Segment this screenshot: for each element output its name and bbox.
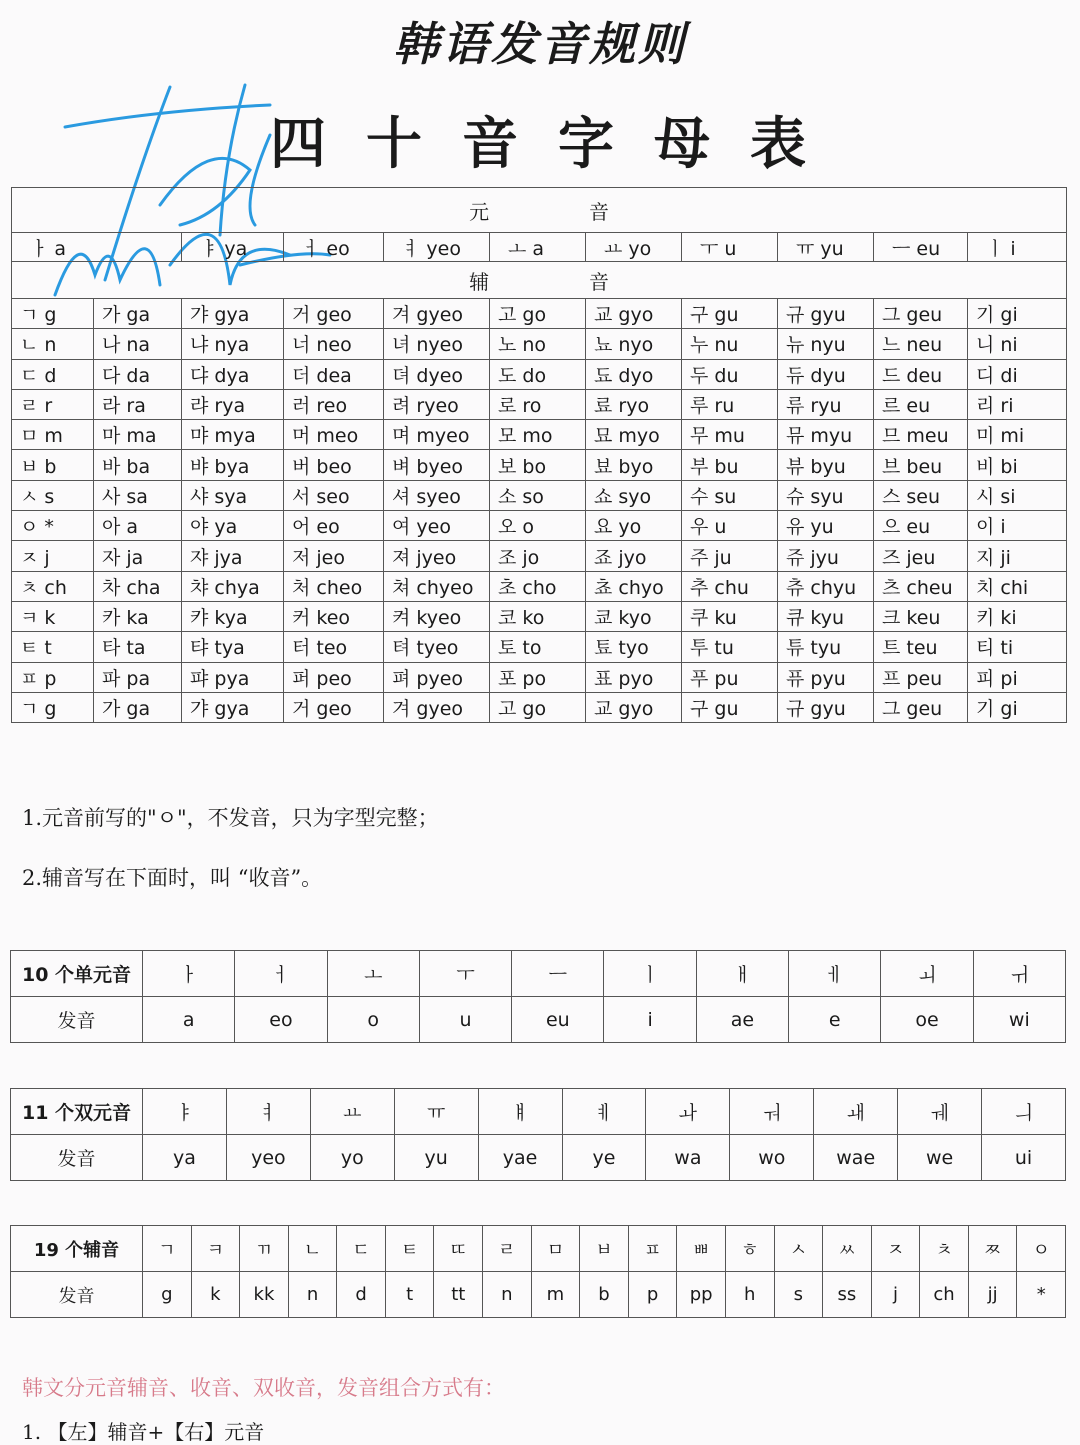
letter-cell: ㅋ [191,1226,240,1272]
consonant-header-row [12,262,1067,299]
syllable-cell: 티 ti [968,632,1067,662]
syllable-cell: 푸 pu [682,662,778,692]
syllable-cell: 죠 jyo [586,541,682,571]
sound-cell: wi [973,997,1065,1043]
consonant-cell: ㄷ d [12,359,94,389]
consonant-cell: ㅇ * [12,511,94,541]
syllable-cell: 텨 tyeo [384,632,490,662]
vowel-cell: ㅏ a [12,233,182,262]
syllable-cell: 툐 tyo [586,632,682,662]
syllable-cell: 나 na [94,329,182,359]
syllable-cell: 드 deu [874,359,968,389]
sound-cell: b [580,1272,629,1318]
sound-cell: k [191,1272,240,1318]
syllable-cell: 먀 mya [182,420,284,450]
syllable-cell: 저 jeo [284,541,384,571]
syllable-cell: 므 meu [874,420,968,450]
sound-cell: u [419,997,511,1043]
letter-cell: ㅣ [604,951,696,997]
letters-row [11,951,1066,997]
row-label: 10 个单元音 [11,951,143,997]
syllable-cell: 피 pi [968,662,1067,692]
table-row [12,359,1067,389]
syllable-cell: 자 ja [94,541,182,571]
syllable-cell: 료 ryo [586,389,682,419]
pronunciation-label: 发音 [11,1272,143,1318]
syllable-cell: 퍄 pya [182,662,284,692]
sound-cell: d [337,1272,386,1318]
syllable-cell: 큐 kyu [778,601,874,631]
letter-cell: ㅟ [973,951,1065,997]
sound-cell: i [604,997,696,1043]
single-vowels-table [10,950,1066,1043]
letter-cell: ㅙ [814,1089,898,1135]
syllable-cell: 구 gu [682,299,778,329]
note-1: 1.元音前写的"ㅇ"，不发音，只为字型完整； [22,806,439,830]
table-row [12,541,1067,571]
syllable-cell: 퓨 pyu [778,662,874,692]
syllable-cell: 고 go [490,299,586,329]
letter-cell: ㅁ [531,1226,580,1272]
vowel-cell: ㅛ yo [586,233,682,262]
sound-cell: kk [240,1272,289,1318]
vowel-cell: ㅜ u [682,233,778,262]
letter-cell: ㅅ [774,1226,823,1272]
letter-cell: ㅂ [580,1226,629,1272]
syllable-cell: 쥬 jyu [778,541,874,571]
syllable-cell: 시 si [968,480,1067,510]
consonant-cell: ㅌ t [12,632,94,662]
vowel-header: 元 音 [12,188,1067,233]
syllable-cell: 요 yo [586,511,682,541]
sound-cell: yeo [226,1135,310,1181]
syllable-cell: 노 no [490,329,586,359]
letter-cell: ㅈ [871,1226,920,1272]
syllable-cell: 미 mi [968,420,1067,450]
sound-cell: ch [920,1272,969,1318]
vowel-cell: ㅗ a [490,233,586,262]
letter-cell: ㅆ [823,1226,872,1272]
syllable-cell: 즈 jeu [874,541,968,571]
table-row [12,389,1067,419]
syllable-cell: 코 ko [490,601,586,631]
table-row [12,480,1067,510]
syllable-cell: 랴 rya [182,389,284,419]
syllable-cell: 뮤 myu [778,420,874,450]
sound-cell: ss [823,1272,872,1318]
syllable-cell: 냐 nya [182,329,284,359]
consonant-cell: ㅂ b [12,450,94,480]
syllable-cell: 비 bi [968,450,1067,480]
syllable-cell: 슈 syu [778,480,874,510]
table-title: 四十音字母表 [270,112,846,177]
sound-cell: a [143,997,235,1043]
syllable-cell: 쿄 kyo [586,601,682,631]
consonant-cell: ㅁ m [12,420,94,450]
syllable-cell: 캬 kya [182,601,284,631]
syllable-cell: 리 ri [968,389,1067,419]
syllable-cell: 쵸 chyo [586,571,682,601]
syllable-cell: 보 bo [490,450,586,480]
sound-cell: e [789,997,881,1043]
syllable-cell: 뎌 dyeo [384,359,490,389]
syllable-cell: 이 i [968,511,1067,541]
syllable-cell: 뷰 byu [778,450,874,480]
vowel-cell: ㅕ yeo [384,233,490,262]
letter-cell: ㅗ [327,951,419,997]
pronunciation-row [11,997,1066,1043]
syllable-cell: 교 gyo [586,299,682,329]
sound-cell: wa [646,1135,730,1181]
syllable-cell: 려 ryeo [384,389,490,419]
sound-cell: yu [394,1135,478,1181]
sound-cell: s [774,1272,823,1318]
syllable-cell: 녀 nyeo [384,329,490,359]
letter-cell: ㅎ [725,1226,774,1272]
syllable-cell: 뵤 byo [586,450,682,480]
letter-cell: ㅍ [628,1226,677,1272]
table-row [12,571,1067,601]
syllable-cell: 겨 gyeo [384,692,490,722]
pronunciation-row [11,1135,1066,1181]
consonant-cell: ㄱ g [12,692,94,722]
table-row [12,692,1067,722]
sound-cell: ae [696,997,788,1043]
letter-cell: ㅐ [696,951,788,997]
syllable-cell: 머 meo [284,420,384,450]
syllable-cell: 주 ju [682,541,778,571]
letter-cell: ㄲ [240,1226,289,1272]
table-row [12,299,1067,329]
sound-cell: ya [143,1135,227,1181]
table-row [12,632,1067,662]
letter-cell: ㅌ [385,1226,434,1272]
letter-cell: ㅡ [512,951,604,997]
syllable-cell: 고 go [490,692,586,722]
letter-cell: ㅊ [920,1226,969,1272]
letter-cell: ㅜ [419,951,511,997]
syllable-cell: 뱌 bya [182,450,284,480]
letter-cell: ㅕ [226,1089,310,1135]
syllable-cell: 갸 gya [182,299,284,329]
syllable-cell: 뉴 nyu [778,329,874,359]
syllable-cell: 너 neo [284,329,384,359]
syllable-cell: 토 to [490,632,586,662]
syllable-cell: 거 geo [284,692,384,722]
sound-cell: yo [310,1135,394,1181]
syllable-cell: 표 pyo [586,662,682,692]
table-row [12,662,1067,692]
combination-rule-1: 1. 【左】辅音+【右】元音 [22,1420,265,1444]
sound-cell: g [143,1272,192,1318]
letter-cell: ㅏ [143,951,235,997]
syllable-cell: 스 seu [874,480,968,510]
syllable-cell: 겨 gyeo [384,299,490,329]
syllable-cell: 사 sa [94,480,182,510]
syllable-cell: 카 ka [94,601,182,631]
consonant-cell: ㄱ g [12,299,94,329]
letter-cell: ㅞ [898,1089,982,1135]
letter-cell: ㅃ [677,1226,726,1272]
syllable-cell: 여 yeo [384,511,490,541]
syllable-cell: 르 eu [874,389,968,419]
syllable-cell: 브 beu [874,450,968,480]
letter-cell: ㅘ [646,1089,730,1135]
consonant-cell: ㅋ k [12,601,94,631]
syllable-cell: 기 gi [968,692,1067,722]
syllable-cell: 투 tu [682,632,778,662]
letter-cell: ㅠ [394,1089,478,1135]
consonant-cell: ㅅ s [12,480,94,510]
syllable-cell: 러 reo [284,389,384,419]
sound-cell: n [483,1272,532,1318]
syllable-cell: 초 cho [490,571,586,601]
syllable-cell: 파 pa [94,662,182,692]
pronunciation-row [11,1272,1066,1318]
syllable-cell: 우 u [682,511,778,541]
sound-cell: we [898,1135,982,1181]
table-row [12,329,1067,359]
syllable-cell: 더 dea [284,359,384,389]
syllable-cell: 치 chi [968,571,1067,601]
double-vowels-table [10,1088,1066,1181]
syllable-cell: 유 yu [778,511,874,541]
consonant-cell: ㄹ r [12,389,94,419]
note-2: 2.辅音写在下面时，叫 “收音”。 [22,866,323,890]
consonant-cell: ㄴ n [12,329,94,359]
syllable-cell: 챠 chya [182,571,284,601]
syllable-cell: 기 gi [968,299,1067,329]
letter-cell: ㅑ [143,1089,227,1135]
letter-cell: ㅉ [968,1226,1017,1272]
syllable-cell: 쿠 ku [682,601,778,631]
sound-cell: wo [730,1135,814,1181]
vowel-cell: ㅠ yu [778,233,874,262]
letter-cell: ㅛ [310,1089,394,1135]
syllable-cell: 조 jo [490,541,586,571]
table-row [12,420,1067,450]
syllable-cell: 커 keo [284,601,384,631]
syllable-cell: 어 eo [284,511,384,541]
row-label: 19 个辅音 [11,1226,143,1272]
syllable-cell: 듀 dyu [778,359,874,389]
syllable-cell: 쟈 jya [182,541,284,571]
syllable-cell: 야 ya [182,511,284,541]
letter-cell: ㅚ [881,951,973,997]
syllable-cell: 됴 dyo [586,359,682,389]
vowel-cell: ㅡ eu [874,233,968,262]
syllable-cell: 오 o [490,511,586,541]
letter-cell: ㅔ [789,951,881,997]
syllable-cell: 갸 gya [182,692,284,722]
sound-cell: h [725,1272,774,1318]
sound-cell: m [531,1272,580,1318]
syllable-cell: 댜 dya [182,359,284,389]
sound-cell: t [385,1272,434,1318]
syllable-cell: 모 mo [490,420,586,450]
combination-note: 韩文分元音辅音、收音、双收音，发音组合方式有： [22,1376,505,1400]
page-title: 韩语发音规则 [393,17,687,71]
sound-cell: o [327,997,419,1043]
syllable-cell: 무 mu [682,420,778,450]
syllable-cell: 교 gyo [586,692,682,722]
letter-cell: ㄱ [143,1226,192,1272]
sound-cell: jj [968,1272,1017,1318]
sound-cell: yae [478,1135,562,1181]
syllable-cell: 마 ma [94,420,182,450]
sound-cell: oe [881,997,973,1043]
sound-cell: ui [982,1135,1066,1181]
syllable-cell: 누 nu [682,329,778,359]
sound-cell: * [1017,1272,1066,1318]
alphabet-table [11,187,1067,723]
syllable-cell: 프 peu [874,662,968,692]
syllable-cell: 튜 tyu [778,632,874,662]
syllable-cell: 셔 syeo [384,480,490,510]
syllable-cell: 으 eu [874,511,968,541]
syllable-cell: 디 di [968,359,1067,389]
syllable-cell: 벼 byeo [384,450,490,480]
table-row [12,511,1067,541]
pronunciation-label: 发音 [11,997,143,1043]
consonant-header: 辅 音 [12,262,1067,299]
syllable-cell: 지 ji [968,541,1067,571]
syllable-cell: 부 bu [682,450,778,480]
vowel-cell: ㅑ ya [182,233,284,262]
consonant-cell: ㅍ p [12,662,94,692]
syllable-cell: 가 ga [94,692,182,722]
syllable-cell: 다 da [94,359,182,389]
syllable-cell: 처 cheo [284,571,384,601]
syllable-cell: 츠 cheu [874,571,968,601]
syllable-cell: 두 du [682,359,778,389]
syllable-cell: 라 ra [94,389,182,419]
syllable-cell: 그 geu [874,299,968,329]
syllable-cell: 켜 kyeo [384,601,490,631]
sound-cell: n [288,1272,337,1318]
syllable-cell: 묘 myo [586,420,682,450]
sound-cell: ye [562,1135,646,1181]
letters-row [11,1226,1066,1272]
letter-cell: ㅓ [235,951,327,997]
sound-cell: eo [235,997,327,1043]
syllable-cell: 규 gyu [778,299,874,329]
syllable-cell: 규 gyu [778,692,874,722]
sound-cell: eu [512,997,604,1043]
syllable-cell: 퍼 peo [284,662,384,692]
consonant-cell: ㅈ j [12,541,94,571]
syllable-cell: 져 jyeo [384,541,490,571]
letter-cell: ㄴ [288,1226,337,1272]
syllable-cell: 포 po [490,662,586,692]
table-row [12,450,1067,480]
vowel-row [12,233,1067,262]
letters-row [11,1089,1066,1135]
letter-cell: ㅖ [562,1089,646,1135]
syllable-cell: 루 ru [682,389,778,419]
syllable-cell: 도 do [490,359,586,389]
table-row [12,601,1067,631]
syllable-cell: 서 seo [284,480,384,510]
syllable-cell: 탸 tya [182,632,284,662]
syllable-cell: 쇼 syo [586,480,682,510]
pronunciation-label: 发音 [11,1135,143,1181]
sound-cell: p [628,1272,677,1318]
vowel-cell: ㅣ i [968,233,1067,262]
syllable-cell: 로 ro [490,389,586,419]
syllable-cell: 거 geo [284,299,384,329]
letter-cell: ㅢ [982,1089,1066,1135]
consonants-table [10,1225,1066,1318]
syllable-cell: 키 ki [968,601,1067,631]
vowel-cell: ㅓ eo [284,233,384,262]
sound-cell: pp [677,1272,726,1318]
letter-cell: ㅝ [730,1089,814,1135]
syllable-cell: 추 chu [682,571,778,601]
sound-cell: wae [814,1135,898,1181]
syllable-cell: 크 keu [874,601,968,631]
syllable-cell: 버 beo [284,450,384,480]
syllable-cell: 샤 sya [182,480,284,510]
syllable-cell: 타 ta [94,632,182,662]
syllable-cell: 소 so [490,480,586,510]
letter-cell: ㅇ [1017,1226,1066,1272]
syllable-cell: 류 ryu [778,389,874,419]
syllable-cell: 터 teo [284,632,384,662]
consonant-cell: ㅊ ch [12,571,94,601]
vowel-header-row [12,188,1067,233]
syllable-cell: 트 teu [874,632,968,662]
syllable-cell: 차 cha [94,571,182,601]
syllable-cell: 바 ba [94,450,182,480]
syllable-cell: 그 geu [874,692,968,722]
letter-cell: ㅒ [478,1089,562,1135]
syllable-cell: 가 ga [94,299,182,329]
syllable-cell: 며 myeo [384,420,490,450]
syllable-cell: 니 ni [968,329,1067,359]
syllable-cell: 아 a [94,511,182,541]
syllable-cell: 펴 pyeo [384,662,490,692]
sound-cell: tt [434,1272,483,1318]
syllable-cell: 수 su [682,480,778,510]
syllable-cell: 쳐 chyeo [384,571,490,601]
letter-cell: ㄸ [434,1226,483,1272]
row-label: 11 个双元音 [11,1089,143,1135]
syllable-cell: 구 gu [682,692,778,722]
syllable-cell: 뇨 nyo [586,329,682,359]
syllable-cell: 느 neu [874,329,968,359]
syllable-cell: 츄 chyu [778,571,874,601]
letter-cell: ㄹ [483,1226,532,1272]
letter-cell: ㄷ [337,1226,386,1272]
sound-cell: j [871,1272,920,1318]
